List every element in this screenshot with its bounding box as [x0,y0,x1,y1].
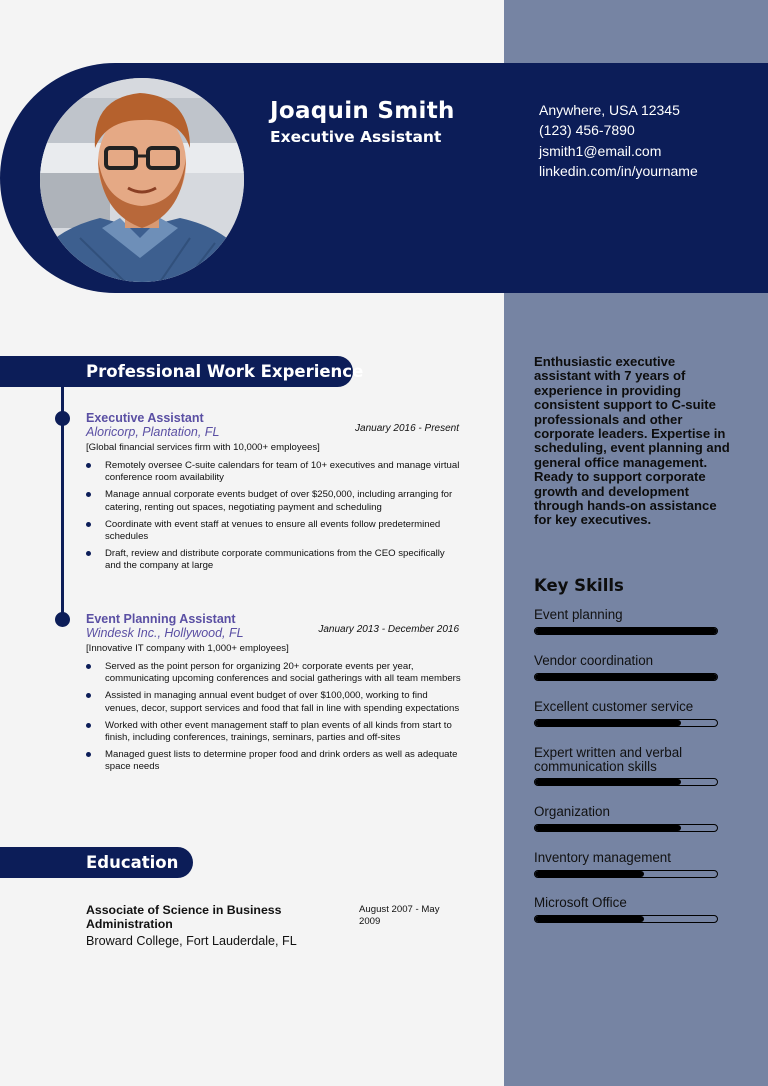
skill-level-fill [535,720,681,726]
bullet-text: Worked with other event management staff to plan events of all kinds from start to finish, including conferences, trainings, seminars, parties and off-sites [105,719,452,744]
job-title: Executive Assistant [86,411,204,425]
skill-item [534,608,718,635]
education-entry [86,903,456,949]
candidate-title: Executive Assistant [270,128,442,146]
skill-item [534,746,718,786]
profile-photo [40,78,244,282]
skill-item [534,805,718,832]
contact-phone: (123) 456-7890 [539,122,635,139]
contact-address: Anywhere, USA 12345 [539,102,680,118]
bullet-item [86,749,462,773]
job-dates: January 2013 - December 2016 [318,624,459,635]
bullet-text: Assisted in managing annual event budget of over $100,000, working to find venues, decor, support services and food that fall in line with spending expectations [105,690,460,714]
education-dates: August 2007 - May 2009 [359,904,440,927]
bullet-item [86,690,462,714]
education-degree: Associate of Science in Business Administration [86,903,282,931]
bullet-item [86,548,462,572]
job-company: Windesk Inc., Hollywood, FL [86,626,244,640]
skill-level-fill [535,779,681,785]
bullet-icon [86,693,91,698]
skill-level-fill [535,674,717,680]
skill-level-bar [534,673,718,681]
skill-level-fill [535,628,717,634]
bullet-item [86,460,462,484]
contact-email: jsmith1@email.com [539,142,662,159]
candidate-name: Joaquin Smith [270,98,455,124]
contact-info [539,100,698,182]
bullet-icon [86,752,91,757]
skill-name: Vendor coordination [534,653,654,668]
skill-name: Event planning [534,607,623,622]
skill-item [534,851,718,878]
skill-level-bar [534,824,718,832]
skill-level-fill [535,871,644,877]
skill-level-bar [534,627,718,635]
bullet-icon [86,664,91,669]
bullet-item [86,489,462,513]
skill-name: Microsoft Office [534,895,627,910]
job-company: Aloricorp, Plantation, FL [86,425,220,439]
contact-linkedin: linkedin.com/in/yourname [539,163,698,180]
education-school: Broward College, Fort Lauderdale, FL [86,934,297,948]
job-bullets [86,460,462,573]
skill-level-bar [534,870,718,878]
bullet-icon [86,551,91,556]
skill-level-fill [535,825,681,831]
bullet-icon [86,723,91,728]
skills-heading: Key Skills [534,576,624,595]
bullet-item [86,519,462,543]
skill-level-bar [534,778,718,786]
bullet-item [86,661,462,685]
skill-item [534,654,718,681]
bullet-icon [86,492,91,497]
skill-item [534,700,718,727]
skill-name: Organization [534,804,610,819]
bullet-item [86,720,462,744]
experience-heading: Professional Work Experience [0,356,353,387]
timeline-dot [55,411,70,426]
job-dates: January 2016 - Present [355,423,459,434]
job-entry [86,612,462,779]
skill-name: Inventory management [534,850,671,865]
skill-level-bar [534,719,718,727]
skill-item [534,896,718,923]
skill-level-fill [535,916,644,922]
bullet-text: Coordinate with event staff at venues to ensure all events follow predetermined schedules [105,518,441,543]
bullet-text: Remotely oversee C-suite calendars for team of 10+ executives and manage virtual conference room availability [105,460,460,484]
bullet-text: Served as the point person for organizing 20+ corporate events per year, communicating upcoming conferences and social gatherings with all team members [105,661,461,685]
skill-name: Expert written and verbal communication skills [534,745,683,774]
bullet-text: Draft, review and distribute corporate communications from the CEO specifically and the company at large [105,548,445,572]
bullet-icon [86,463,91,468]
skill-name: Excellent customer service [534,699,694,714]
bullet-text: Managed guest lists to determine proper food and drink orders as well as adequate space needs [105,749,458,773]
professional-summary: Enthusiastic executive assistant with 7 years of experience in providing consistent support to C-suite professionals and other corporate leaders. Expertise in scheduling, event planning and general office management. Ready to support corporate growth and development through hands-on assistance for key executives. [534,354,730,528]
job-description: [Global financial services firm with 10,000+ employees] [86,442,320,453]
job-entry [86,411,462,578]
job-description: [Innovative IT company with 1,000+ employees] [86,643,289,654]
education-heading: Education [0,847,193,878]
bullet-text: Manage annual corporate events budget of over $250,000, including arranging for catering, renting out spaces, negotiating payment and scheduling [105,489,453,513]
job-title: Event Planning Assistant [86,612,236,626]
skill-level-bar [534,915,718,923]
job-bullets [86,661,462,774]
timeline-dot [55,612,70,627]
bullet-icon [86,522,91,527]
